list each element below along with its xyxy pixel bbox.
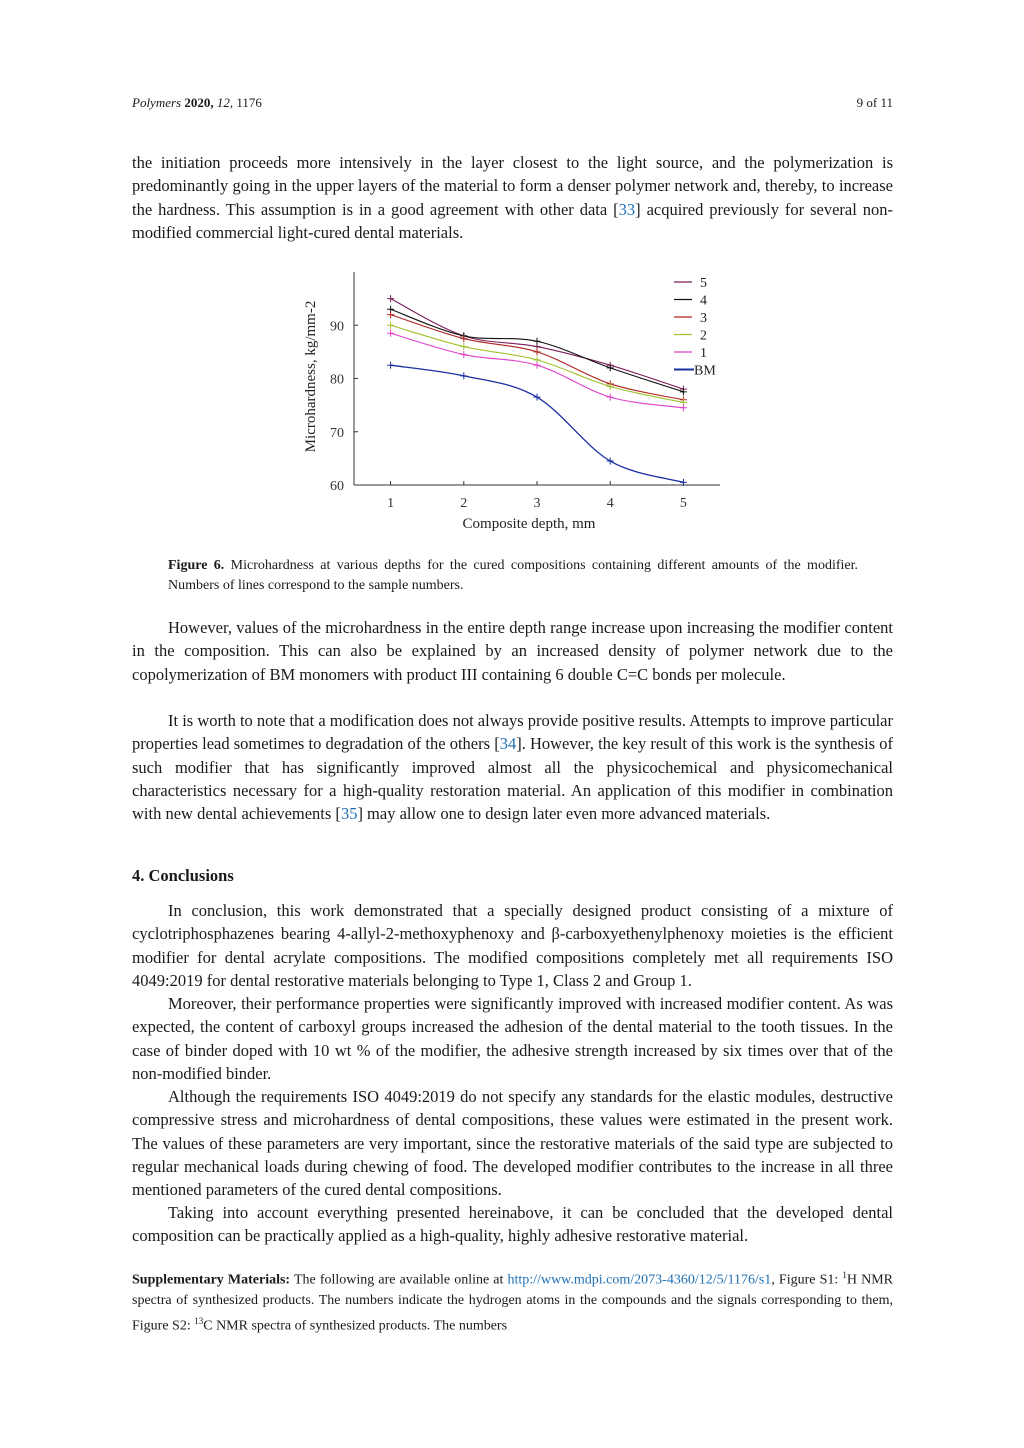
y-axis-label: Microhardness, kg/mm-2 (303, 300, 319, 453)
citation-35[interactable]: 35 (340, 804, 358, 824)
data-point-1 (387, 330, 394, 337)
y-tick-label: 70 (330, 425, 344, 441)
supplementary-materials: Supplementary Materials: The following are available online at http://www.mdpi.com/2073-4360/12/5/1176/s1, Figure S1: $^1$H NMR spectra of synthesized products. The numbers indicate the hydrogen atoms in the compounds and the signals corresponding to them, Figure S2: $^{13}$C NMR spectra of synthesized products. The numbers (132, 1270, 893, 1334)
section-heading-conclusions: 4. Conclusions (132, 866, 234, 885)
legend-label-5: 5 (700, 276, 707, 291)
x-tick-label: 5 (679, 496, 687, 511)
data-point-1 (680, 404, 687, 411)
data-point-1 (607, 394, 614, 401)
x-tick-label: 1 (387, 496, 395, 511)
y-tick-label: 80 (330, 372, 344, 388)
legend-label-1: 1 (700, 346, 707, 361)
paragraph-6: Although the requirements ISO 4049:2019 do not specify any standards for the elastic modules, destructive compressive stress and microhardness of dental compositions, these values were estimated in the present work. The values of these parameters are very important, since the restorative materials of the said type are subjected to regular mechanical loads during chewing of food. The developed modifier contributes to the increase in all three mentioned parameters of the cured dental compositions. (132, 1087, 893, 1200)
data-point-2 (460, 343, 467, 350)
data-point-3 (534, 348, 541, 355)
citation-34[interactable]: 34 (499, 734, 517, 754)
page-number: 9 of 11 (856, 95, 893, 110)
figure-caption: Figure 6. Microhardness at various depths for the cured compositions containing different amounts of the modifier. Numbers of lines correspond to the sample numbers. (168, 558, 858, 593)
data-point-BM (534, 394, 541, 401)
figure-6-chart (296, 266, 736, 546)
legend-label-3: 3 (700, 311, 707, 326)
paragraph-1: the initiation proceeds more intensively in the layer closest to the light source, and the polymerization is predominantly going in the upper layers of the material to form a denser polymer network and, thereby, to increase the hardness. This assumption is in a good agreement with other data [33] acquired previously for several non-modified commercial light-cured dental materials. (132, 153, 893, 242)
data-point-BM (460, 372, 467, 379)
paragraph-5: Moreover, their performance properties were significantly improved with increased modifier content. As was expected, the content of carboxyl groups increased the adhesion of the dental material to the tooth tissues. In the case of binder doped with 10 wt % of the modifier, the adhesive strength increased by six times over that of the non-modified binder. (132, 994, 893, 1083)
paragraph-7: Taking into account everything presented hereinabove, it can be concluded that the developed dental composition can be practically applied as a high-quality, highly adhesive restorative material. (132, 1203, 893, 1246)
supplementary-link[interactable]: http://www.mdpi.com/2073-4360/12/5/1176/s1 (507, 1272, 772, 1288)
paragraph-4: In conclusion, this work demonstrated that a specially designed product consisting of a mixture of cyclotriphosphazenes bearing 4-allyl-2-methoxyphenoxy and β-carboxyethenylphenoxy moieties is the efficient modifier for dental acrylate compositions. The modified compositions completely met all requirements ISO 4049:2019 for dental restorative materials belonging to Type 1, Class 2 and Group 1. (132, 901, 893, 990)
y-tick-label: 90 (330, 319, 344, 335)
paragraph-3: It is worth to note that a modification does not always provide positive results. Attempts to improve particular properties lead sometimes to degradation of the others [34]. However, the key result of this work is the synthesis of such modifier that has significantly improved almost all the physicochemical and physicomechanical characteristics necessary for a high-quality restoration material. An application of this modifier in combination with new dental achievements [35] may allow one to design later even more advanced materials. (132, 711, 893, 824)
x-tick-label: 2 (460, 496, 468, 511)
data-point-5 (387, 295, 394, 302)
running-header: Polymers 2020, 12, 1176 (132, 95, 262, 110)
legend-label-BM: BM (694, 363, 716, 379)
legend-label-2: 2 (700, 328, 707, 344)
data-point-BM (387, 362, 394, 369)
data-point-3 (387, 311, 394, 318)
legend-label-4: 4 (700, 293, 707, 309)
data-point-1 (534, 362, 541, 369)
citation-33[interactable]: 33 (618, 199, 636, 219)
series-line-BM (391, 365, 684, 482)
y-tick-label: 60 (330, 479, 344, 494)
data-point-BM (607, 458, 614, 465)
data-point-1 (460, 351, 467, 358)
x-tick-label: 3 (533, 496, 541, 511)
x-tick-label: 4 (606, 496, 614, 511)
paragraph-2: However, values of the microhardness in the entire depth range increase upon increasing the modifier content in the composition. This can also be explained by an increased density of polymer network due to the copolymerization of BM monomers with product III containing 6 double C=C bonds per molecule. (132, 618, 893, 684)
data-point-4 (534, 338, 541, 345)
x-axis-label: Composite depth, mm (462, 516, 596, 532)
data-point-2 (387, 322, 394, 329)
